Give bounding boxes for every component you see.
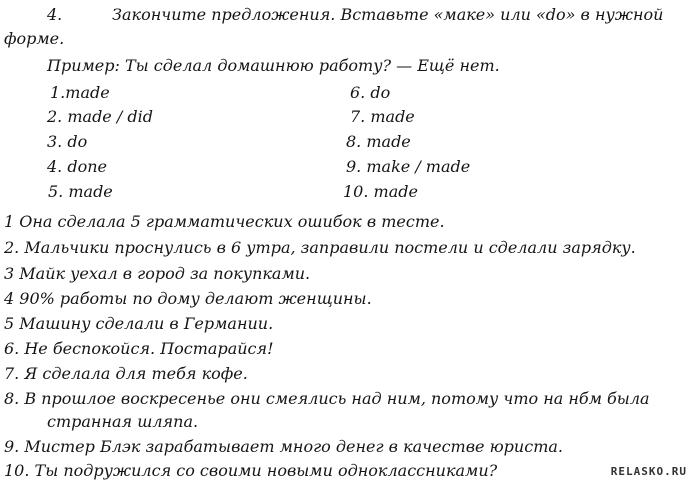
answer-10: 10. made [343,182,418,201]
answer-8: 8. made [346,132,411,151]
task-number: 4. [47,5,63,24]
task-instruction-line2: форме. [4,29,65,48]
sentence-6: 6. Не беспокойся. Постарайся! [4,339,274,358]
sentence-2: 2. Мальчики проснулись в 6 утра, заправили постели и сделали зарядку. [4,238,636,257]
answer-6: 6. do [350,83,391,102]
task-instruction-line1: Закончите предложения. Вставьте «маке» или «do» в нужной [112,5,664,24]
sentence-8: 8. В прошлое воскресенье они смеялись над ним, потому что на нбм была [4,389,650,408]
sentence-8-continuation: странная шляпа. [47,412,199,431]
sentence-4: 4 90% работы по дому делают женщины. [4,289,372,308]
answer-9: 9. make / made [346,157,471,176]
answer-5: 5. made [48,182,113,201]
answer-2: 2. made / did [47,107,153,126]
task-example: Пример: Ты сделал домашнюю работу? — Ещё нет. [47,56,500,75]
sentence-3: 3 Майк уехал в город за покупками. [4,264,311,283]
sentence-1: 1 Она сделала 5 грамматических ошибок в тесте. [4,212,445,231]
sentence-5: 5 Машину сделали в Германии. [4,314,274,333]
answer-3: 3. do [47,132,88,151]
answer-4: 4. done [47,157,107,176]
answer-7: 7. made [350,107,415,126]
sentence-10: 10. Ты подружился со своими новыми одноклассниками? [4,461,498,480]
site-watermark: RELASKO.RU [610,465,687,478]
sentence-7: 7. Я сделала для тебя кофе. [4,364,248,383]
sentence-9: 9. Мистер Блэк зарабатывает много денег в качестве юриста. [4,437,563,456]
answer-1: 1.made [50,83,110,102]
